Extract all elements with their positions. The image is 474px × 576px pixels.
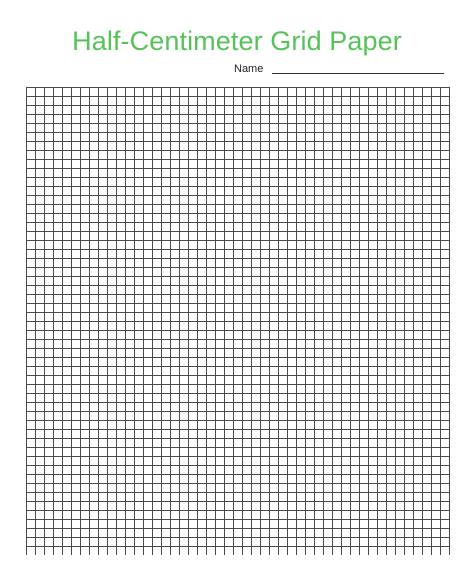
name-write-line [272, 73, 444, 74]
grid-lines [22, 86, 452, 555]
name-field [234, 61, 454, 77]
grid-line-group [26, 87, 450, 555]
grid-area [22, 86, 452, 555]
page-title: Half-Centimeter Grid Paper [72, 26, 402, 56]
name-label: Name [234, 63, 264, 75]
